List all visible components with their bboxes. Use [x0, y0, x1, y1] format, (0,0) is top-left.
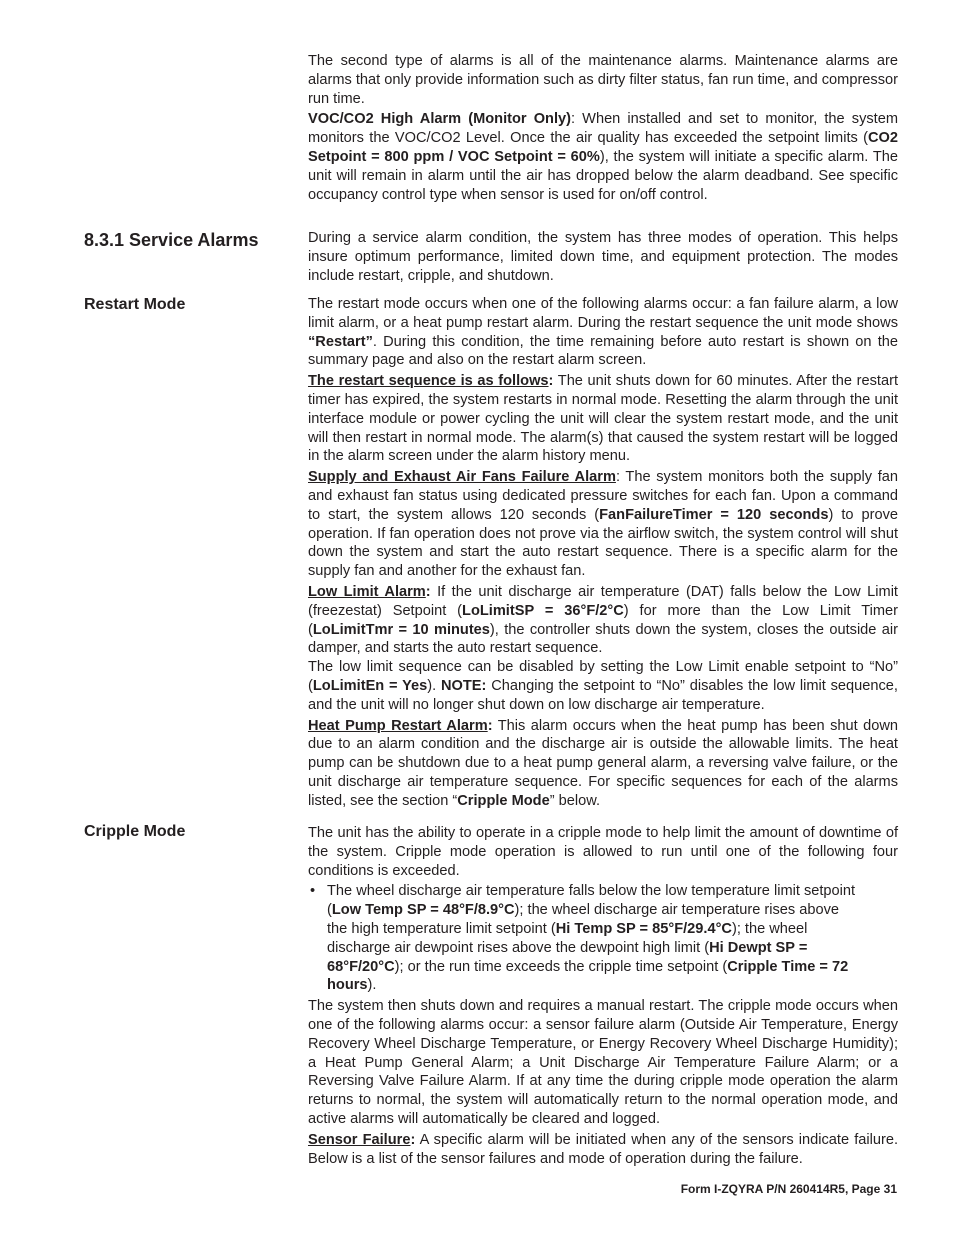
sensor-failure-lead: Sensor Failure — [308, 1131, 411, 1148]
cripple-intro-paragraph: The unit has the ability to operate in a cripple mode to help limit the amount of downtime of the system. Cripple mode operation is allowed to run until one of the following four conditions is exceeded. — [308, 825, 898, 879]
voc-setpoint-value: CO2 Setpoint = 800 ppm / VOC Setpoint = 60% — [308, 130, 898, 165]
sensor-failure-paragraph: Sensor Failure: A specific alarm will be initiated when any of the sensors indicate failure. Below is a list of the sensor failures and mode of operation during the failure. — [308, 1131, 898, 1167]
intro-section — [308, 52, 898, 204]
restart-sequence-lead: The restart sequence is as follows — [308, 373, 549, 390]
low-limit-disable-paragraph: The low limit sequence can be disabled by setting the Low Limit enable setpoint to “No” (LoLimitEn = Yes). NOTE: Changing the setpoint to “No” disables the low limit sequence, and the unit will no longer shut down on low discharge air temperature. — [308, 659, 898, 713]
cripple-mode-heading: Cripple Mode — [84, 823, 186, 840]
cripple-mode-section — [308, 824, 898, 1168]
service-alarms-paragraph: During a service alarm condition, the system has three modes of operation. This helps insure optimum performance, limited down time, and equipment protection. The modes include restart, cripple, and shutdown. — [308, 230, 898, 284]
page-footer: Form I-ZQYRA P/N 260414R5, Page 31 — [680, 1182, 897, 1196]
restart-intro-paragraph: The restart mode occurs when one of the following alarms occur: a fan failure alarm, a low limit alarm, or a heat pump restart alarm. During the restart sequence the unit mode shows “Restart”. During this condition, the time remaining before auto restart is shown on the summary page and also on the restart alarm screen. — [308, 296, 898, 369]
maintenance-alarms-paragraph: The second type of alarms is all of the maintenance alarms. Maintenance alarms are alarms that only provide information such as dirty filter status, fan run time, and compressor run time. — [308, 53, 898, 107]
service-alarms-heading: 8.3.1 Service Alarms — [84, 230, 259, 250]
low-limit-lead: Low Limit Alarm — [308, 583, 426, 600]
restart-sequence-paragraph: The restart sequence is as follows: The unit shuts down for 60 minutes. After the restart timer has expired, the system restarts in normal mode. Resetting the alarm through the unit interface module or power cycling the unit will clear the system restart mode, and the unit will then restart in normal mode. The alarm(s) that caused the system restart will be logged in the alarm screen under the alarm history menu. — [308, 373, 898, 465]
restart-mode-heading: Restart Mode — [84, 296, 186, 313]
note-label: NOTE: — [441, 677, 487, 694]
cripple-shutdown-paragraph: The system then shuts down and requires a manual restart. The cripple mode occurs when one of the following alarms occur: a sensor failure alarm (Outside Air Temperature, Energy Recovery Wheel Discharge Temperature, or Energy Recovery Wheel Discharge Humidity); a Heat Pump General Alarm; a Unit Discharge Air Temperature Failure Alarm; or a Reversing Valve Failure Alarm. If at any time the during cripple mode operation the alarm returns to normal, the system will automatically return to the normal operation mode, and active alarms will automatically be cleared and logged. — [308, 998, 898, 1127]
restart-mode-section — [308, 295, 898, 811]
voc-alarm-paragraph: VOC/CO2 High Alarm (Monitor Only): When installed and set to monitor, the system monitors the VOC/CO2 Level. Once the air quality has exceeded the setpoint limits (CO2 Setpoint = 800 ppm / VOC Setpoint = 60%), the system will initiate a specific alarm. The unit will remain in alarm until the air has dropped below the alarm deadband. See specific occupancy control type when sensor is used for on/off control. — [308, 111, 898, 203]
fan-failure-lead: Supply and Exhaust Air Fans Failure Alarm — [308, 469, 616, 486]
low-limit-paragraph: Low Limit Alarm: If the unit discharge air temperature (DAT) falls below the Low Limit (freezestat) Setpoint (LoLimitSP = 36°F/2°C) for more than the Low Limit Timer (LoLimitTmr = 10 minutes), the controller shuts down the system, closes the outside air damper, and starts the auto restart sequence. — [308, 583, 898, 657]
bullet-marker: • — [310, 883, 316, 900]
cripple-conditions-list-item — [308, 882, 898, 995]
heat-pump-restart-paragraph: Heat Pump Restart Alarm: This alarm occurs when the heat pump has been shut down due to an alarm condition and the discharge air is outside the allowable limits. The heat pump can be shutdown due to a heat pump general alarm, a reversing valve failure, or the unit discharge air temperature sequence. For specific sequences for each of the alarms listed, see the section “Cripple Mode” below. — [308, 717, 899, 809]
cripple-conditions-text: The wheel discharge air temperature falls below the low temperature limit setpoint (Low Temp SP = 48°F/8.9°C); the wheel discharge air temperature rises above the high temperature limit setpoint (Hi Temp SP = 85°F/29.4°C); the wheel discharge air dewpoint rises above the dewpoint high limit (Hi Dewpt SP = 68°F/20°C); or the run time exceeds the cripple time setpoint (Cripple Time = 72 hours). — [327, 883, 856, 994]
voc-alarm-lead: VOC/CO2 High Alarm (Monitor Only) — [308, 111, 572, 128]
service-alarms-section — [308, 229, 898, 285]
heat-pump-restart-lead: Heat Pump Restart Alarm — [308, 717, 488, 734]
fan-failure-paragraph: Supply and Exhaust Air Fans Failure Alarm: The system monitors both the supply fan and exhaust fan status using dedicated pressure switches for each fan. Upon a command to start, the system allows 120 seconds (FanFailureTimer = 120 seconds) to prove operation. If fan operation does not prove via the airflow switch, the system control will shut down the system and start the auto restart sequence. There is a specific alarm for the supply fan and another for the exhaust fan. — [308, 469, 898, 580]
